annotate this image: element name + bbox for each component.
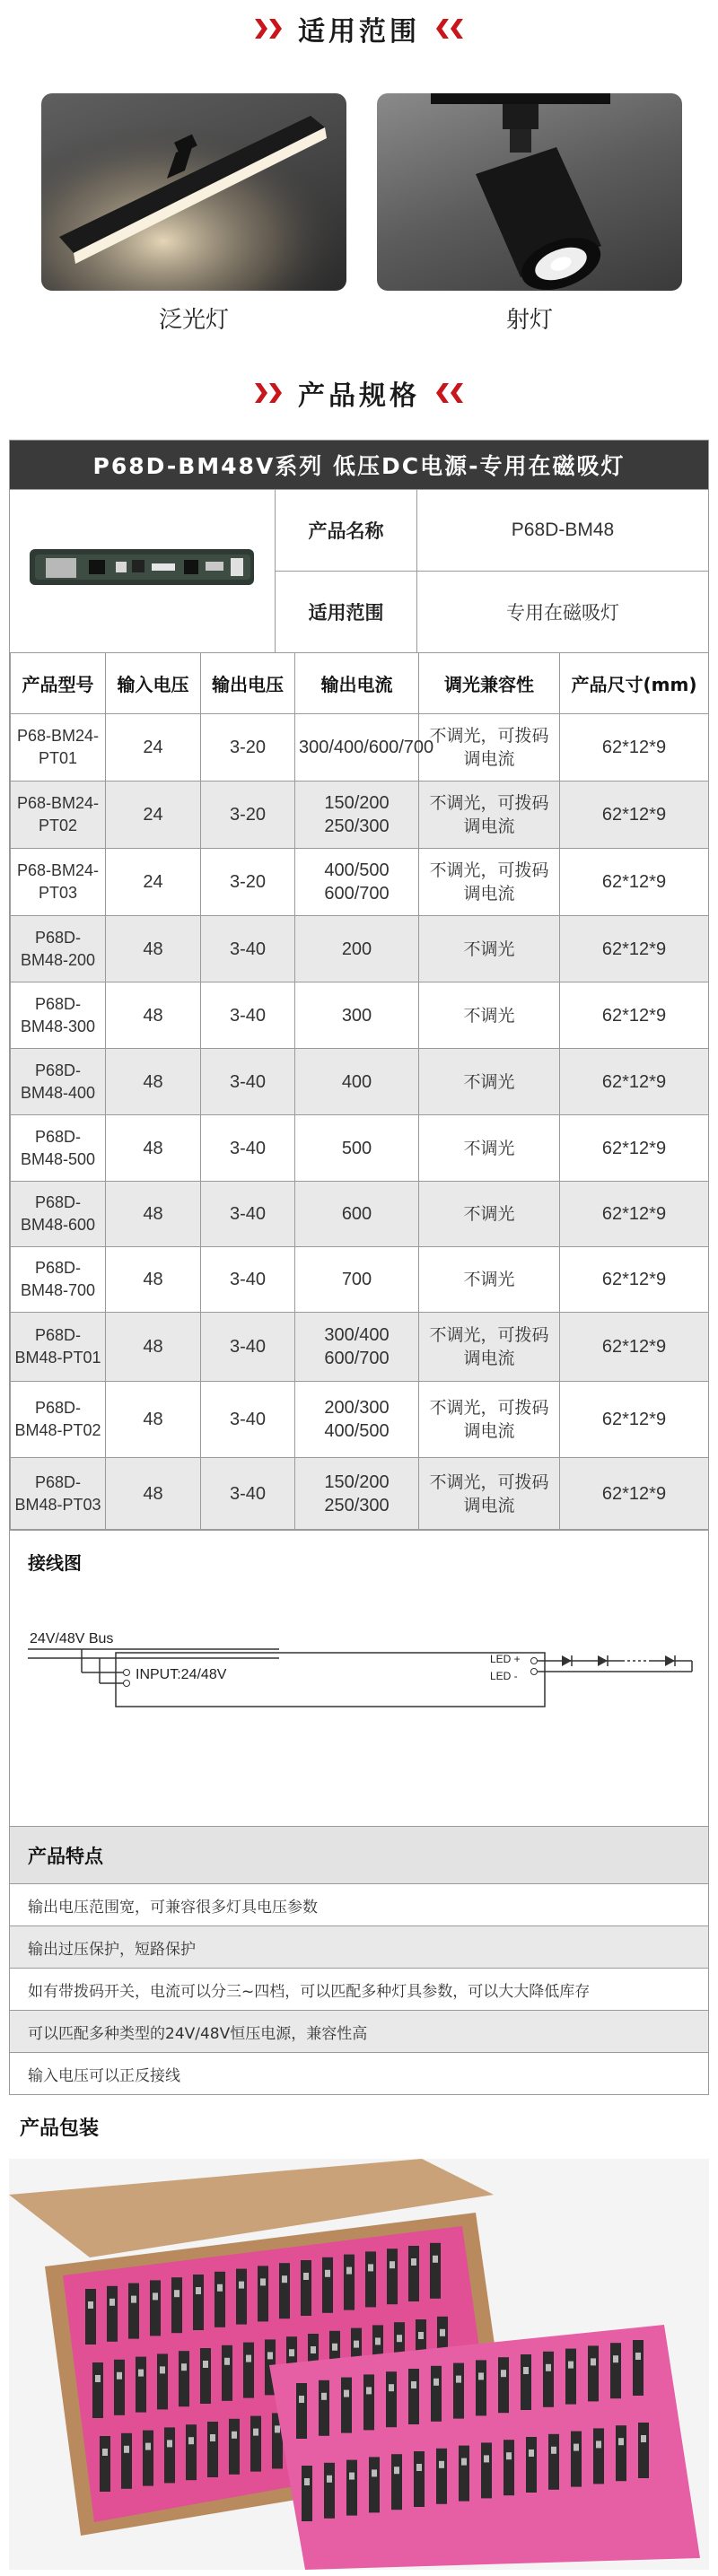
wiring-diagram bbox=[10, 1530, 708, 1826]
model-cell: P68D-BM48-400 bbox=[11, 1049, 106, 1115]
chevron-right-icon bbox=[255, 19, 282, 39]
wiring-schematic bbox=[10, 1531, 710, 1827]
size-cell: 62*12*9 bbox=[560, 916, 709, 982]
input-voltage-cell: 48 bbox=[106, 982, 201, 1049]
input-voltage-cell: 48 bbox=[106, 1247, 201, 1313]
product-name-value: P68D-BM48 bbox=[511, 520, 615, 540]
size-cell: 62*12*9 bbox=[560, 1458, 709, 1530]
model-cell: P68D-BM48-600 bbox=[11, 1182, 106, 1247]
input-voltage-cell: 48 bbox=[106, 1182, 201, 1247]
floodlight-image bbox=[41, 93, 346, 291]
table-row bbox=[11, 1247, 709, 1313]
model-cell: P68D-BM48-PT01 bbox=[11, 1313, 106, 1382]
table-row bbox=[11, 714, 709, 782]
feature-item: 可以匹配多种类型的24V/48V恒压电源，兼容性高 bbox=[10, 2010, 708, 2052]
output-current-cell: 400 bbox=[295, 1049, 419, 1115]
dimming-cell: 不调光，可拨码调电流 bbox=[419, 849, 560, 916]
chevron-left-icon bbox=[436, 383, 463, 403]
output-current-cell: 500 bbox=[295, 1115, 419, 1182]
dimming-cell: 不调光 bbox=[419, 982, 560, 1049]
model-cell: P68D-BM48-PT02 bbox=[11, 1382, 106, 1458]
col-input-voltage: 输入电压 bbox=[106, 653, 201, 714]
product-photo bbox=[10, 490, 276, 652]
specs-title: 产品规格 bbox=[298, 380, 420, 412]
output-current-cell: 400/500 600/700 bbox=[295, 849, 419, 916]
size-cell: 62*12*9 bbox=[560, 1382, 709, 1458]
applications-title: 适用范围 bbox=[298, 16, 420, 48]
input-voltage-cell: 48 bbox=[106, 1382, 201, 1458]
col-model: 产品型号 bbox=[11, 653, 106, 714]
wiring-title: 接线图 bbox=[28, 1552, 82, 1574]
size-cell: 62*12*9 bbox=[560, 1182, 709, 1247]
output-current-cell: 600 bbox=[295, 1182, 419, 1247]
packaging-picture bbox=[9, 2159, 709, 2570]
dimming-cell: 不调光，可拨码调电流 bbox=[419, 714, 560, 782]
chevron-right-icon bbox=[255, 383, 282, 403]
size-cell: 62*12*9 bbox=[560, 982, 709, 1049]
output-voltage-cell: 3-40 bbox=[201, 1382, 295, 1458]
table-row bbox=[11, 1182, 709, 1247]
output-current-cell: 300 bbox=[295, 982, 419, 1049]
output-voltage-cell: 3-40 bbox=[201, 1458, 295, 1530]
feature-item: 输出电压范围宽，可兼容很多灯具电压参数 bbox=[10, 1883, 708, 1925]
spotlight-label: 射灯 bbox=[505, 307, 553, 334]
input-label: INPUT:24/48V bbox=[136, 1667, 227, 1682]
model-cell: P68D-BM48-500 bbox=[11, 1115, 106, 1182]
size-cell: 62*12*9 bbox=[560, 1115, 709, 1182]
table-row bbox=[11, 916, 709, 982]
dimming-cell: 不调光 bbox=[419, 916, 560, 982]
spotlight-image bbox=[377, 93, 682, 291]
dimming-cell: 不调光，可拨码调电流 bbox=[419, 1458, 560, 1530]
chevron-left-icon bbox=[436, 19, 463, 39]
dimming-cell: 不调光，可拨码调电流 bbox=[419, 1313, 560, 1382]
input-voltage-cell: 48 bbox=[106, 1115, 201, 1182]
input-voltage-cell: 48 bbox=[106, 1313, 201, 1382]
table-row bbox=[11, 1313, 709, 1382]
output-current-cell: 700 bbox=[295, 1247, 419, 1313]
led-minus-label: LED - bbox=[490, 1670, 518, 1682]
table-row bbox=[11, 1382, 709, 1458]
output-voltage-cell: 3-20 bbox=[201, 782, 295, 849]
spec-table bbox=[9, 440, 709, 2095]
size-cell: 62*12*9 bbox=[560, 1049, 709, 1115]
product-scope-value: 专用在磁吸灯 bbox=[506, 603, 619, 624]
table-row bbox=[11, 782, 709, 849]
input-voltage-cell: 24 bbox=[106, 714, 201, 782]
model-cell: P68D-BM48-700 bbox=[11, 1247, 106, 1313]
driver-board-picture bbox=[26, 537, 259, 599]
output-current-cell: 150/200 250/300 bbox=[295, 782, 419, 849]
bus-label: 24V/48V Bus bbox=[30, 1631, 114, 1646]
output-current-cell: 300/400/600/700 bbox=[295, 714, 419, 782]
feature-item: 输入电压可以正反接线 bbox=[10, 2052, 708, 2094]
model-cell: P68-BM24-PT03 bbox=[11, 849, 106, 916]
input-voltage-cell: 48 bbox=[106, 1049, 201, 1115]
spec-table-title: P68D-BM48V系列 低压DC电源-专用在磁吸灯 bbox=[10, 441, 708, 489]
size-cell: 62*12*9 bbox=[560, 782, 709, 849]
size-cell: 62*12*9 bbox=[560, 714, 709, 782]
specs-heading bbox=[0, 366, 718, 420]
output-voltage-cell: 3-40 bbox=[201, 1247, 295, 1313]
model-table-header bbox=[11, 653, 709, 714]
product-scope-key: 适用范围 bbox=[276, 572, 417, 652]
size-cell: 62*12*9 bbox=[560, 1313, 709, 1382]
feature-item: 输出过压保护，短路保护 bbox=[10, 1925, 708, 1968]
output-current-cell: 150/200 250/300 bbox=[295, 1458, 419, 1530]
model-cell: P68-BM24-PT01 bbox=[11, 714, 106, 782]
floodlight-label: 泛光灯 bbox=[158, 307, 229, 334]
model-cell: P68D-BM48-300 bbox=[11, 982, 106, 1049]
col-size: 产品尺寸(mm) bbox=[560, 653, 709, 714]
dimming-cell: 不调光 bbox=[419, 1182, 560, 1247]
led-plus-label: LED + bbox=[490, 1653, 521, 1665]
model-cell: P68D-BM48-200 bbox=[11, 916, 106, 982]
product-name-key: 产品名称 bbox=[276, 490, 417, 571]
dimming-cell: 不调光，可拨码调电流 bbox=[419, 1382, 560, 1458]
model-table bbox=[10, 652, 709, 1530]
features-title: 产品特点 bbox=[10, 1826, 708, 1883]
dimming-cell: 不调光 bbox=[419, 1049, 560, 1115]
input-voltage-cell: 24 bbox=[106, 782, 201, 849]
floodlight-picture bbox=[41, 93, 346, 291]
spotlight-picture bbox=[377, 93, 682, 291]
table-row bbox=[11, 982, 709, 1049]
dimming-cell: 不调光 bbox=[419, 1115, 560, 1182]
output-voltage-cell: 3-40 bbox=[201, 1182, 295, 1247]
input-voltage-cell: 48 bbox=[106, 916, 201, 982]
table-row bbox=[11, 849, 709, 916]
output-voltage-cell: 3-20 bbox=[201, 849, 295, 916]
product-summary bbox=[10, 489, 708, 652]
output-current-cell: 300/400 600/700 bbox=[295, 1313, 419, 1382]
product-info bbox=[276, 490, 708, 652]
output-voltage-cell: 3-20 bbox=[201, 714, 295, 782]
packaging-title: 产品包装 bbox=[20, 2118, 100, 2140]
output-voltage-cell: 3-40 bbox=[201, 916, 295, 982]
size-cell: 62*12*9 bbox=[560, 1247, 709, 1313]
applications-gallery bbox=[0, 93, 718, 345]
table-row bbox=[11, 1115, 709, 1182]
dimming-cell: 不调光，可拨码调电流 bbox=[419, 782, 560, 849]
dimming-cell: 不调光 bbox=[419, 1247, 560, 1313]
output-voltage-cell: 3-40 bbox=[201, 982, 295, 1049]
output-voltage-cell: 3-40 bbox=[201, 1313, 295, 1382]
model-cell: P68-BM24-PT02 bbox=[11, 782, 106, 849]
output-current-cell: 200 bbox=[295, 916, 419, 982]
col-output-voltage: 输出电压 bbox=[201, 653, 295, 714]
model-cell: P68D-BM48-PT03 bbox=[11, 1458, 106, 1530]
input-voltage-cell: 24 bbox=[106, 849, 201, 916]
feature-item: 如有带拨码开关，电流可以分三~四档，可以匹配多种灯具参数，可以大大降低库存 bbox=[10, 1968, 708, 2010]
col-output-current: 输出电流 bbox=[295, 653, 419, 714]
table-row bbox=[11, 1049, 709, 1115]
packaging-photo bbox=[9, 2159, 709, 2570]
output-voltage-cell: 3-40 bbox=[201, 1115, 295, 1182]
table-row bbox=[11, 1458, 709, 1530]
input-voltage-cell: 48 bbox=[106, 1458, 201, 1530]
output-voltage-cell: 3-40 bbox=[201, 1049, 295, 1115]
output-current-cell: 200/300 400/500 bbox=[295, 1382, 419, 1458]
col-dimming: 调光兼容性 bbox=[419, 653, 560, 714]
size-cell: 62*12*9 bbox=[560, 849, 709, 916]
applications-heading bbox=[0, 2, 718, 56]
